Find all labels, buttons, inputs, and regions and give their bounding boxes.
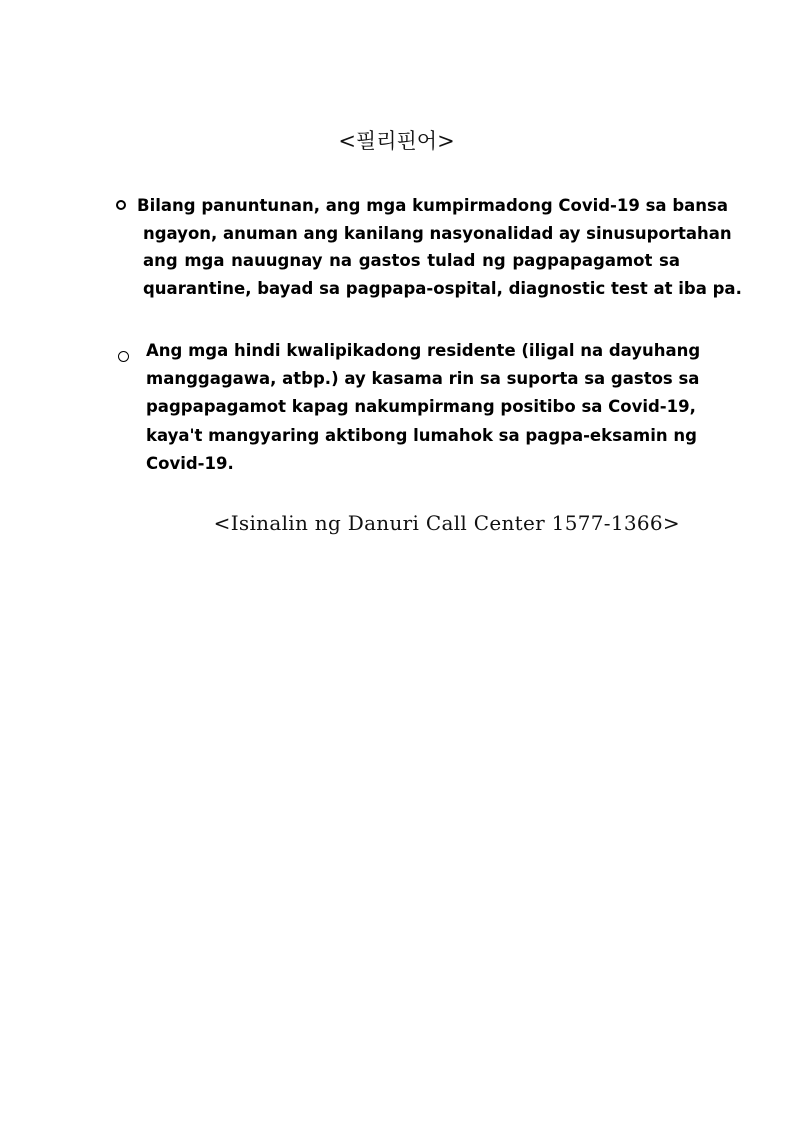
list-item-1-line-2: ngayon, anuman ang kanilang nasyonalidad ay sinusuportahan [143, 223, 732, 243]
list-item-1 [116, 192, 742, 303]
document-title: <필리핀어> [338, 129, 455, 153]
list-item-2-line-1: Ang mga hindi kwalipikadong residente (iligal na dayuhang [146, 341, 701, 360]
list-item-1-line-4: quarantine, bayad sa pagpapa-ospital, diagnostic test at iba pa. [143, 279, 742, 299]
list-item-2-line-3: pagpapagamot kapag nakumpirmang positibo sa Covid-19, [146, 397, 696, 417]
list-item-1-line-3: ang mga nauugnay na gastos tulad ng pagpapagamot sa [143, 251, 680, 271]
translation-credit: <Isinalin ng Danuri Call Center 1577-1366> [213, 511, 680, 535]
list-item-2-line-2: manggagawa, atbp.) ay kasama rin sa suporta sa gastos sa [146, 369, 700, 389]
circle-bullet-icon [116, 200, 126, 210]
circle-bullet-icon [118, 351, 129, 362]
list-item-2 [116, 337, 701, 478]
list-item-2-line-4: kaya't mangyaring aktibong lumahok sa pagpa-eksamin ng [146, 425, 697, 445]
list-item-1-line-1: Bilang panuntunan, ang mga kumpirmadong Covid-19 sa bansa [116, 192, 680, 220]
list-item-2-line-5: Covid-19. [146, 453, 234, 473]
